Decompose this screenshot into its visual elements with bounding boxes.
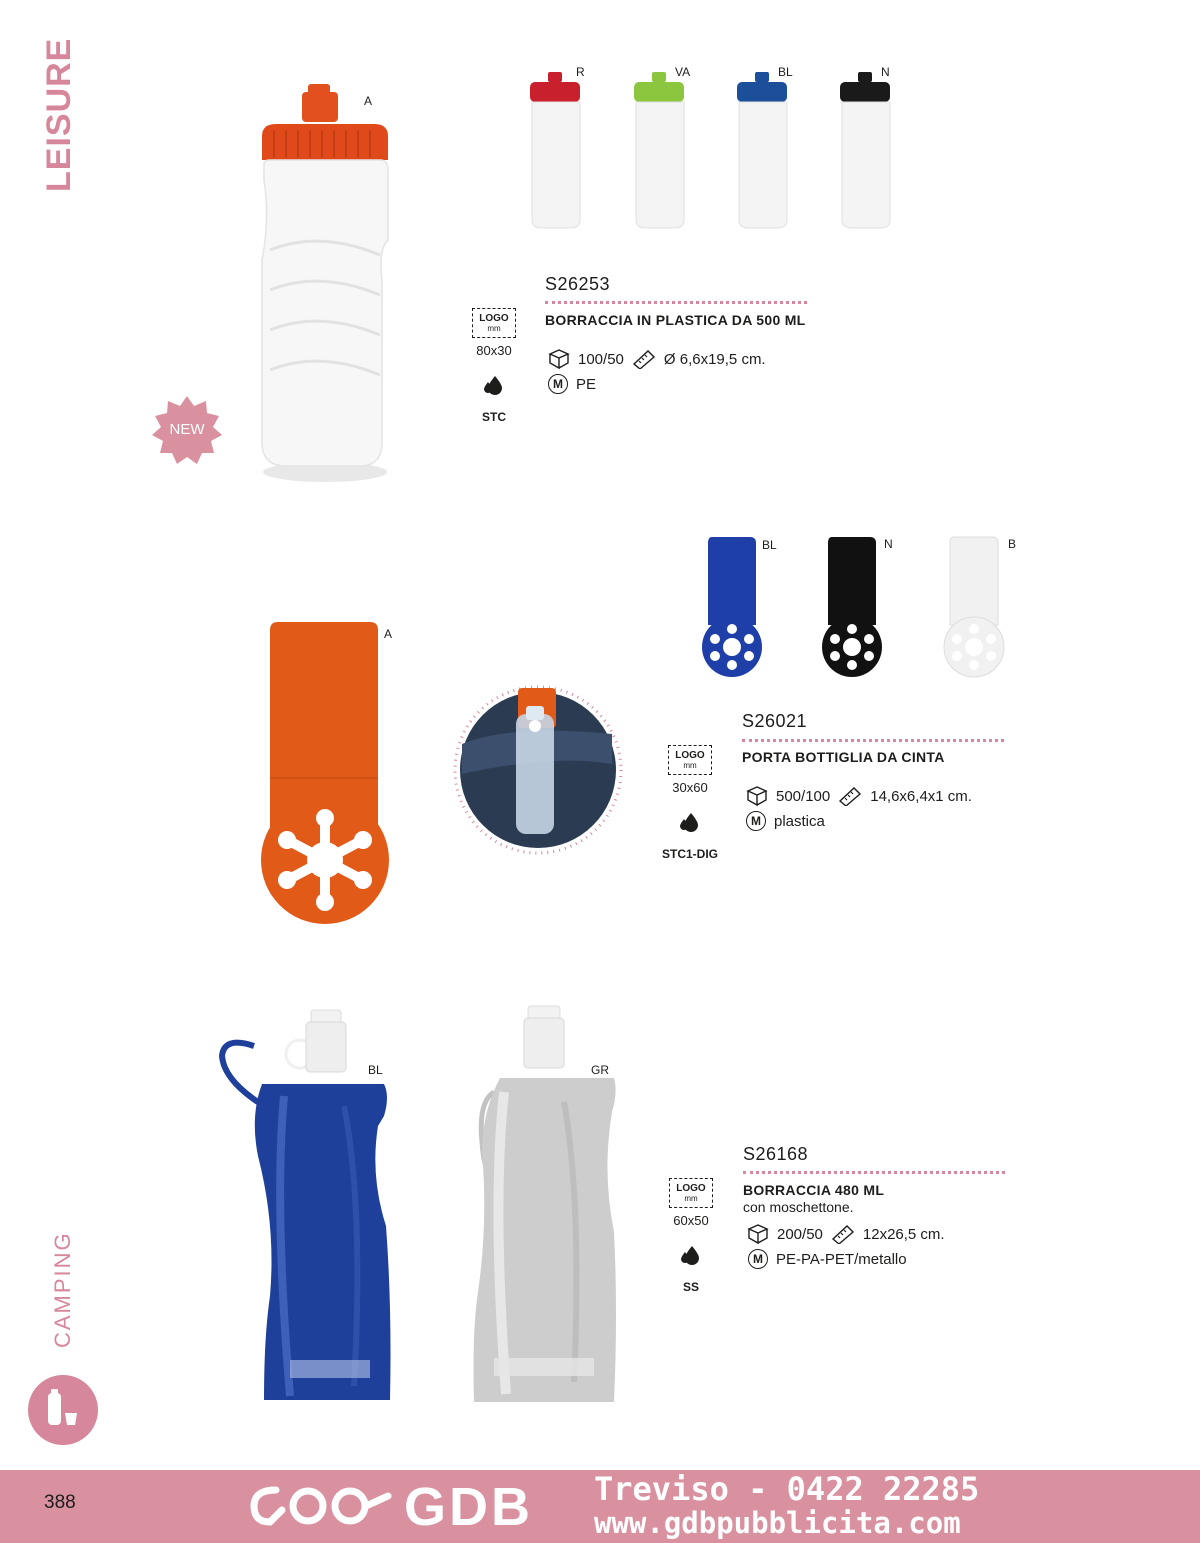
print-technique: STC bbox=[482, 410, 506, 424]
ruler-icon bbox=[632, 349, 656, 369]
product-image-s26021 bbox=[258, 618, 392, 926]
section-label-leisure: LEISURE bbox=[40, 37, 78, 192]
spec-row bbox=[548, 348, 766, 370]
material-icon: M bbox=[548, 374, 568, 394]
dimensions: 14,6x6,4x1 cm. bbox=[870, 787, 972, 805]
material: PE-PA-PET/metallo bbox=[776, 1250, 907, 1268]
gdb-logo-icon bbox=[246, 1480, 396, 1532]
footer-bar bbox=[0, 1470, 1200, 1543]
material-row bbox=[748, 1249, 907, 1269]
product-title: BORRACCIA IN PLASTICA DA 500 ML bbox=[545, 312, 806, 328]
spec-row bbox=[746, 785, 972, 807]
logo-area-unit: mm bbox=[683, 761, 697, 770]
spec-row bbox=[747, 1223, 945, 1245]
variant-label: VA bbox=[675, 65, 691, 79]
ruler-icon bbox=[838, 786, 862, 806]
material-icon: M bbox=[746, 811, 766, 831]
contact-website[interactable]: www.gdbpubblicita.com bbox=[594, 1506, 961, 1540]
variant-label: A bbox=[384, 627, 393, 641]
logo-area-label: LOGO bbox=[676, 1183, 706, 1194]
packaging: 200/50 bbox=[777, 1225, 823, 1243]
product-code: S26021 bbox=[742, 711, 808, 731]
new-badge-label: NEW bbox=[169, 421, 205, 438]
ruler-icon bbox=[831, 1224, 855, 1244]
material-row bbox=[746, 811, 825, 831]
logo-size: 30x60 bbox=[672, 780, 708, 795]
variant-image-n bbox=[836, 70, 896, 236]
print-technique: STC1-DIG bbox=[661, 847, 718, 861]
variant-label: B bbox=[1008, 537, 1017, 551]
packaging: 500/100 bbox=[776, 787, 831, 805]
material: PE bbox=[576, 375, 597, 393]
bottle-cup-icon bbox=[28, 1375, 98, 1445]
print-technique: SS bbox=[682, 1280, 699, 1294]
ink-drop-icon bbox=[679, 1244, 701, 1266]
variant-image-n bbox=[820, 535, 886, 681]
variant-label: BL bbox=[368, 1063, 383, 1077]
variant-label: R bbox=[576, 65, 585, 79]
product-code: S26168 bbox=[743, 1144, 809, 1164]
usage-photo-belt-holder bbox=[452, 684, 624, 856]
material-row bbox=[548, 374, 596, 394]
ink-drop-icon bbox=[482, 374, 504, 396]
variant-image-bl bbox=[733, 70, 793, 236]
product-title: PORTA BOTTIGLIA DA CINTA bbox=[742, 749, 945, 765]
box-icon bbox=[548, 348, 570, 370]
brand-name: GDB bbox=[404, 1477, 533, 1537]
material: plastica bbox=[774, 812, 825, 830]
variant-label: BL bbox=[778, 65, 793, 79]
logo-area-icon bbox=[472, 308, 516, 338]
logo-area-unit: mm bbox=[487, 324, 501, 333]
variant-label: N bbox=[884, 537, 893, 551]
product-subtitle: con moschettone. bbox=[743, 1199, 854, 1215]
variant-label: BL bbox=[762, 538, 777, 552]
logo-area-icon bbox=[668, 745, 712, 775]
dotted-divider bbox=[545, 301, 807, 304]
variant-image-bl bbox=[214, 1006, 394, 1408]
page-number: 388 bbox=[44, 1492, 76, 1513]
dotted-divider bbox=[743, 1171, 1005, 1174]
logo-area-label: LOGO bbox=[479, 313, 509, 324]
variant-image-va bbox=[630, 70, 690, 236]
logo-area-icon bbox=[669, 1178, 713, 1208]
material-icon: M bbox=[748, 1249, 768, 1269]
dimensions: Ø 6,6x19,5 cm. bbox=[663, 350, 766, 368]
ink-drop-icon bbox=[678, 811, 700, 833]
variant-label: A bbox=[364, 94, 373, 108]
variant-label: N bbox=[881, 65, 890, 79]
logo-area-unit: mm bbox=[684, 1194, 698, 1203]
dotted-divider bbox=[742, 739, 1004, 742]
logo-size: 60x50 bbox=[673, 1213, 709, 1228]
box-icon bbox=[747, 1223, 769, 1245]
variant-image-b bbox=[942, 535, 1008, 681]
box-icon bbox=[746, 785, 768, 807]
variant-image-bl bbox=[700, 535, 766, 681]
logo-area-label: LOGO bbox=[675, 750, 705, 761]
variant-image-r bbox=[526, 70, 586, 236]
contact-phone: Treviso - 0422 22285 bbox=[594, 1470, 980, 1508]
logo-size: 80x30 bbox=[476, 343, 512, 358]
variant-label: GR bbox=[591, 1063, 609, 1077]
packaging: 100/50 bbox=[578, 350, 624, 368]
dimensions: 12x26,5 cm. bbox=[862, 1225, 945, 1243]
category-badge bbox=[28, 1375, 98, 1445]
product-title: BORRACCIA 480 ML bbox=[743, 1182, 885, 1198]
section-label-camping: CAMPING bbox=[50, 1231, 75, 1348]
product-code: S26253 bbox=[545, 274, 611, 294]
product-image-s26253 bbox=[250, 80, 400, 490]
